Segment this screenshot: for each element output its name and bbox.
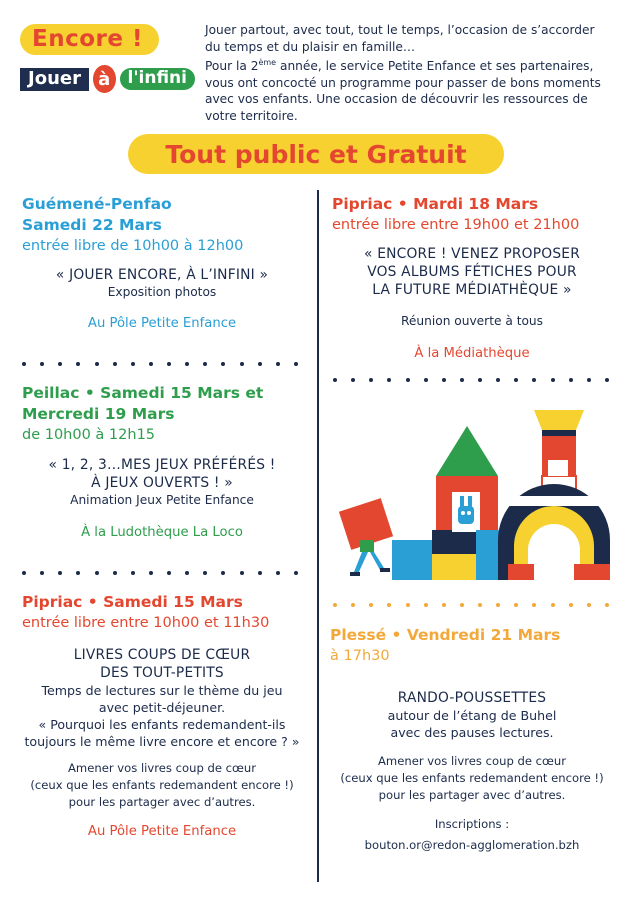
dotted-separator (22, 362, 298, 366)
event-town-date: Pipriac • Samedi 15 Mars (22, 593, 243, 611)
event-plesse (330, 625, 614, 854)
event-hours: entrée libre entre 19h00 et 21h00 (332, 217, 580, 233)
intro-line: vous ont concocté un programme pour passer de bons moments (205, 75, 601, 90)
event-town-date: Peillac • Samedi 15 Mars et (22, 384, 264, 402)
event-town: Guémené-Penfao (22, 195, 172, 213)
logo-row (20, 65, 195, 93)
event-desc: « Pourquoi les enfants redemandent-ils (38, 717, 286, 732)
event-note: pour les partager avec d’autres. (378, 788, 566, 802)
intro-fragment: année, le service Petite Enfance et ses partenaires, (276, 59, 594, 74)
intro-line (205, 55, 625, 75)
intro-sup: ème (258, 58, 277, 67)
intro-line: du temps et du plaisir en famille… (205, 39, 416, 54)
event-email[interactable]: bouton.or@redon-agglomeration.bzh (364, 838, 580, 852)
event-date: Mercredi 19 Mars (22, 405, 175, 423)
event-note: Amener vos livres coup de cœur (67, 761, 257, 775)
event-place: À la Ludothèque La Loco (81, 525, 243, 540)
intro-fragment: Pour la 2 (205, 59, 259, 74)
intro-line: votre territoire. (205, 108, 298, 123)
event-desc: Exposition photos (107, 285, 217, 299)
banner-tout-public: Tout public et Gratuit (128, 134, 504, 174)
event-pipriac-18 (332, 194, 612, 362)
event-place: Au Pôle Petite Enfance (87, 824, 237, 839)
event-note: pour les partager avec d’autres. (68, 795, 256, 809)
dotted-separator (333, 378, 609, 382)
event-title: RANDO-POUSSETTES (397, 690, 547, 706)
column-divider (317, 190, 319, 882)
event-desc: avec des pauses lectures. (390, 725, 554, 740)
event-desc: Animation Jeux Petite Enfance (70, 493, 254, 507)
event-guemene (22, 194, 302, 332)
logo-jouer: Jouer (20, 68, 89, 91)
logo (20, 24, 195, 93)
event-town-date: Plessé • Vendredi 21 Mars (330, 626, 561, 644)
event-place: Au Pôle Petite Enfance (87, 316, 237, 331)
event-desc: Réunion ouverte à tous (400, 314, 543, 328)
dotted-separator-orange (333, 603, 609, 607)
event-note: Amener vos livres coup de cœur (377, 754, 567, 768)
event-title: LIVRES COUPS DE CŒUR (73, 647, 251, 663)
event-title: « JOUER ENCORE, À L’INFINI » (55, 267, 269, 283)
event-title: VOS ALBUMS FÉTICHES POUR (367, 264, 577, 280)
event-place: À la Médiathèque (414, 346, 530, 361)
event-peillac (22, 383, 302, 541)
logo-encore: Encore ! (20, 24, 159, 55)
intro-line: Jouer partout, avec tout, tout le temps, l’occasion de s’accorder (205, 23, 595, 37)
castle-illustration (338, 400, 610, 586)
event-time: à 17h30 (330, 648, 390, 664)
logo-a: à (93, 65, 116, 93)
dotted-separator (22, 571, 298, 575)
event-inscriptions: Inscriptions : (434, 817, 510, 831)
intro-text (205, 22, 625, 124)
event-title: « ENCORE ! VENEZ PROPOSER (363, 246, 580, 262)
event-title: À JEUX OUVERTS ! » (91, 475, 233, 491)
event-note: (ceux que les enfants redemandent encore !) (340, 771, 604, 785)
event-note: (ceux que les enfants redemandent encore !) (30, 778, 294, 792)
event-town-date: Pipriac • Mardi 18 Mars (332, 195, 539, 213)
event-date: Samedi 22 Mars (22, 216, 162, 234)
event-desc: autour de l’étang de Buhel (387, 708, 557, 723)
event-title: « 1, 2, 3…MES JEUX PRÉFÉRÉS ! (48, 457, 276, 473)
event-hours: de 10h00 à 12h15 (22, 427, 156, 443)
event-pipriac-15 (22, 592, 302, 840)
event-desc: Temps de lectures sur le thème du jeu (41, 683, 283, 698)
event-desc: toujours le même livre encore et encore ? » (24, 734, 300, 749)
logo-infini: l'infini (120, 68, 196, 90)
event-hours: entrée libre de 10h00 à 12h00 (22, 238, 244, 254)
intro-line: avec vos enfants. Une occasion de découvrir les ressources de (205, 92, 588, 107)
event-title: LA FUTURE MÉDIATHÈQUE » (372, 282, 572, 298)
event-title: DES TOUT-PETITS (100, 665, 224, 681)
event-desc: avec petit-déjeuner. (98, 700, 226, 715)
event-hours: entrée libre entre 10h00 et 11h30 (22, 615, 270, 631)
